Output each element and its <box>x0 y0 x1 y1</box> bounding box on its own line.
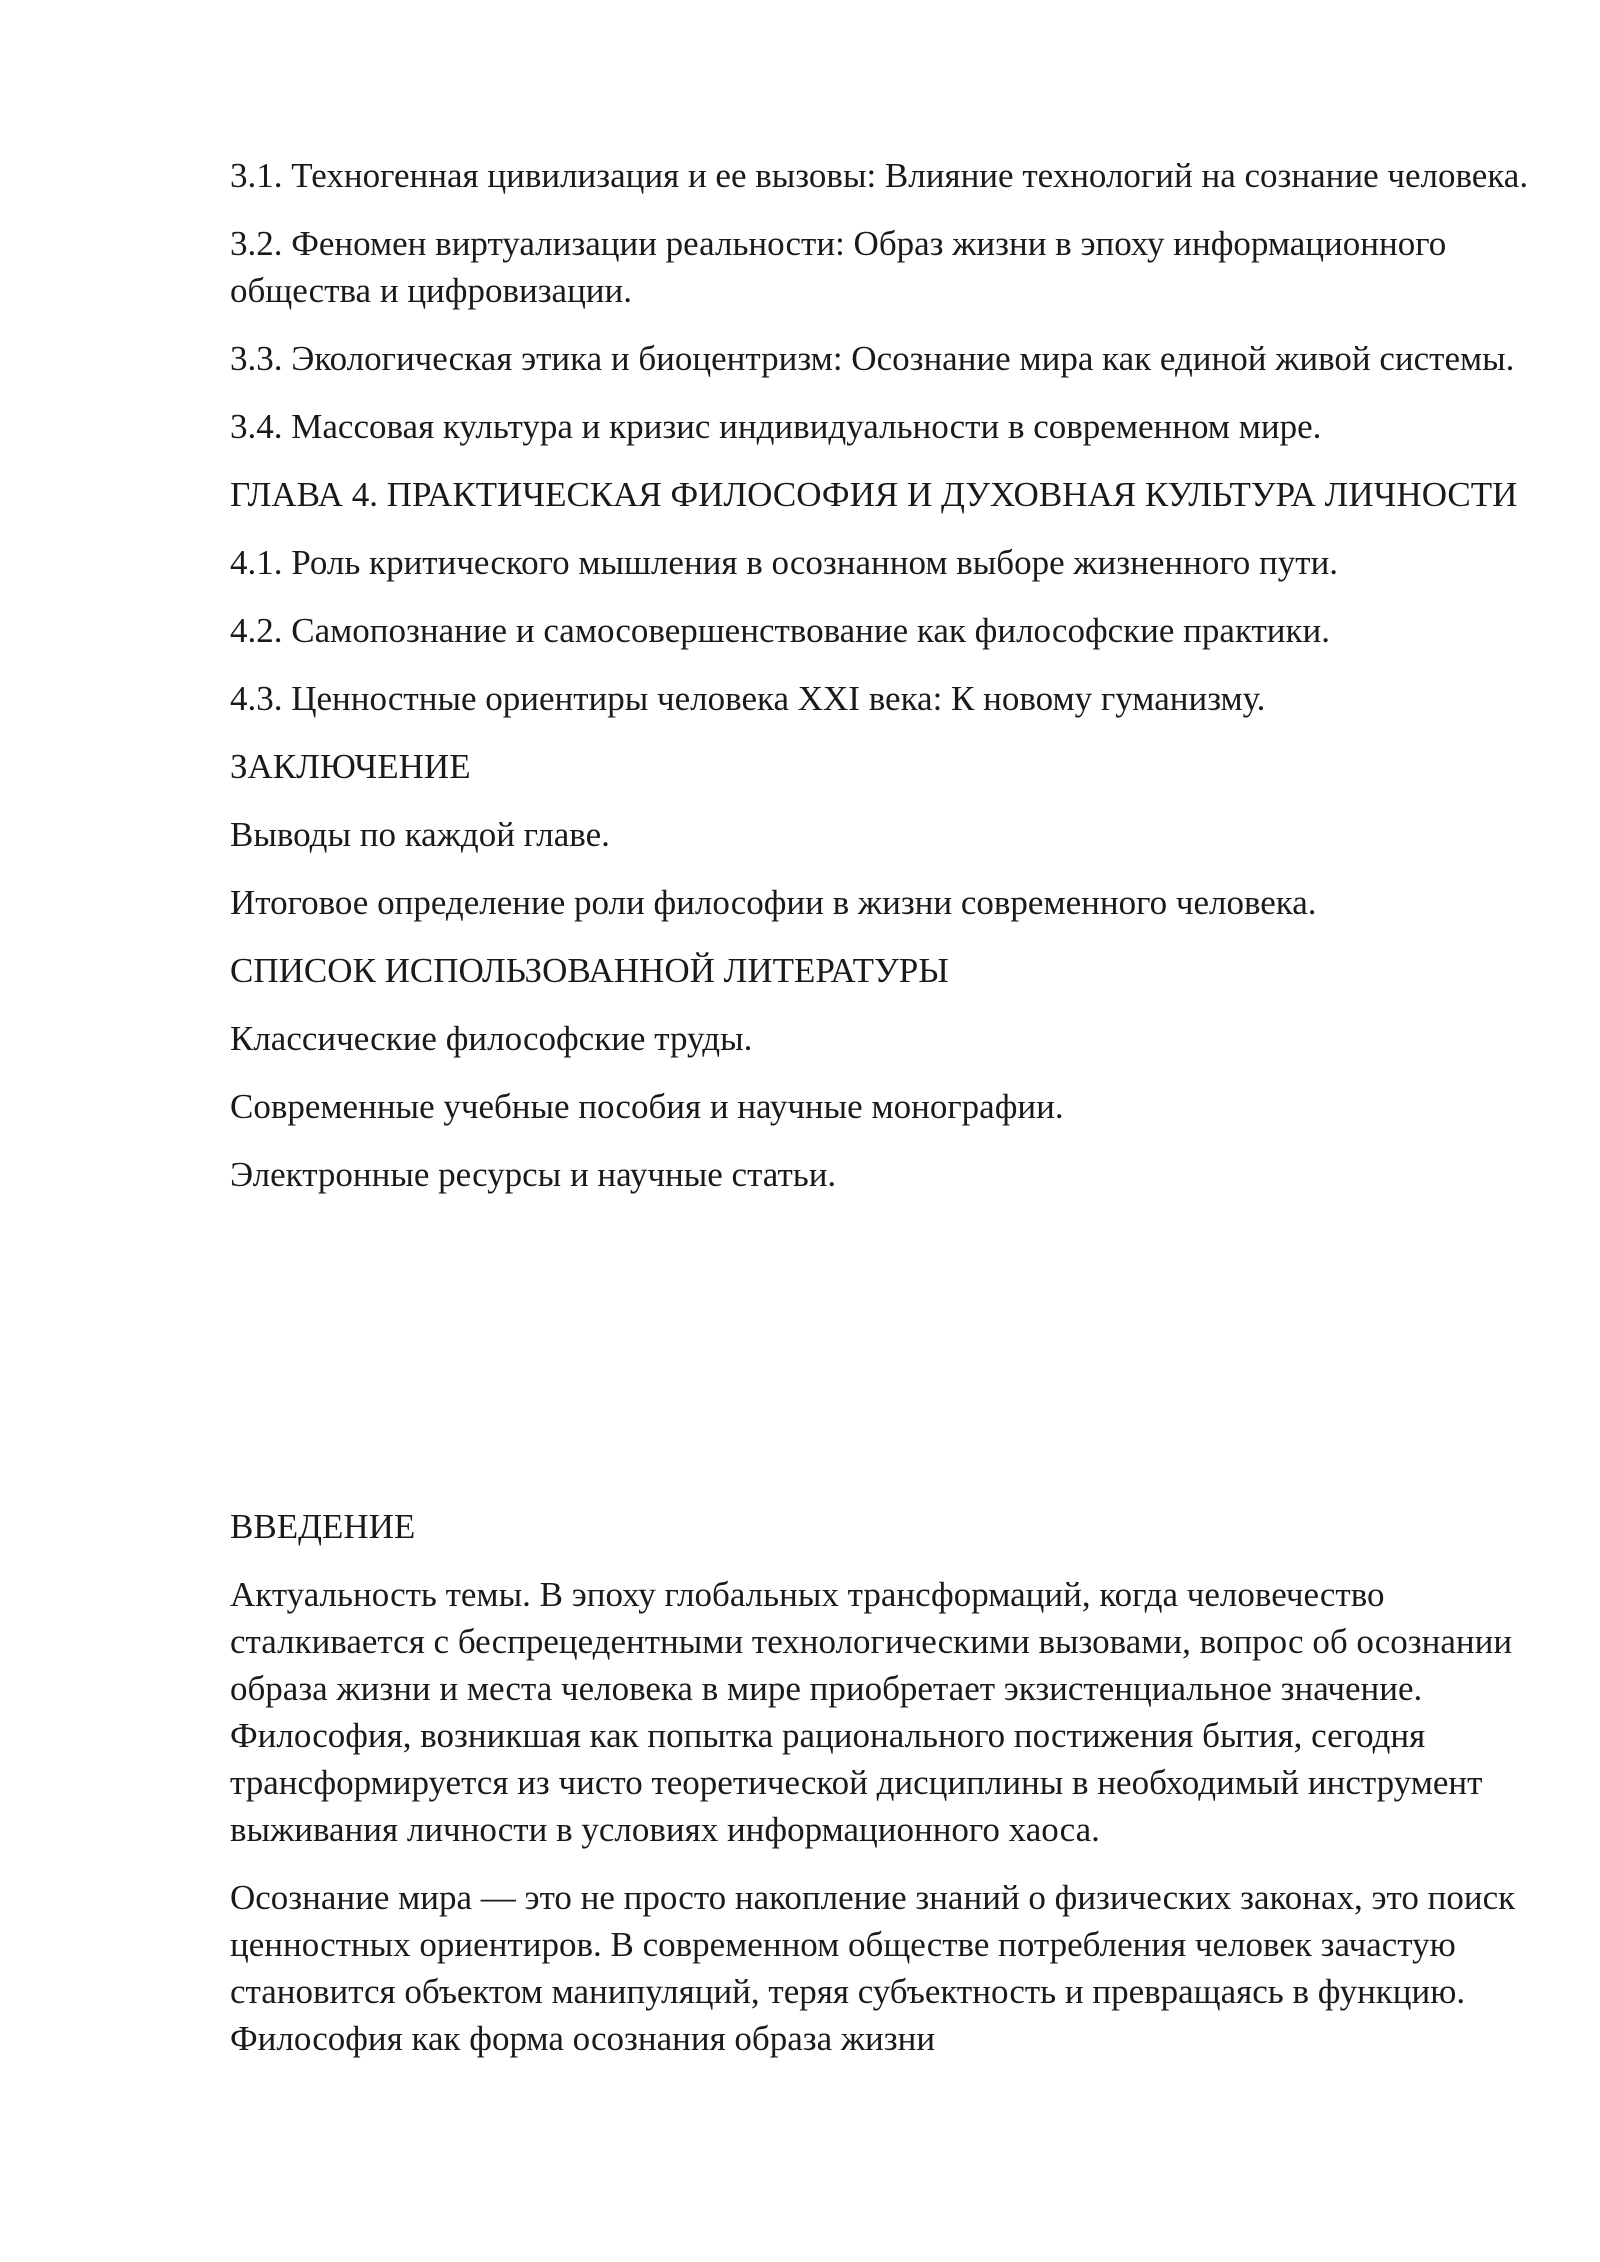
toc-item-3-2: 3.2. Феномен виртуализации реальности: Образ жизни в эпоху информационного общества и цифровизации. <box>230 224 1447 310</box>
toc-references-item-1: Классические философские труды. <box>230 1019 753 1058</box>
introduction-heading: ВВЕДЕНИЕ <box>230 1507 416 1546</box>
toc-conclusion-heading: ЗАКЛЮЧЕНИЕ <box>230 747 471 786</box>
toc-item-4-3: 4.3. Ценностные ориентиры человека XXI века: К новому гуманизму. <box>230 679 1266 718</box>
introduction-paragraph-2: Осознание мира — это не просто накопление знаний о физических законах, это поиск ценностных ориентиров. В современном обществе потребления человек зачастую становится объектом манипуляций, теряя субъектность и превращаясь в функцию. Философия как форма осознания образа жизни <box>230 1878 1516 2058</box>
toc-item-4-2: 4.2. Самопознание и самосовершенствование как философские практики. <box>230 611 1331 650</box>
introduction-section <box>230 1503 1530 2083</box>
toc-references-heading: СПИСОК ИСПОЛЬЗОВАННОЙ ЛИТЕРАТУРЫ <box>230 951 949 990</box>
toc-item-4-1: 4.1. Роль критического мышления в осознанном выборе жизненного пути. <box>230 543 1339 582</box>
introduction-paragraph-1: Актуальность темы. В эпоху глобальных трансформаций, когда человечество сталкивается с беспрецедентными технологическими вызовами, вопрос об осознании образа жизни и места человека в мире приобретает экзистенциальное значение. Философия, возникшая как попытка рационального постижения бытия, сегодня трансформируется из чисто теоретической дисциплины в необходимый инструмент выживания личности в условиях информационного хаоса. <box>230 1575 1513 1849</box>
toc-references-item-3: Электронные ресурсы и научные статьи. <box>230 1155 837 1194</box>
toc-chapter-4-heading: ГЛАВА 4. ПРАКТИЧЕСКАЯ ФИЛОСОФИЯ И ДУХОВНАЯ КУЛЬТУРА ЛИЧНОСТИ <box>230 475 1518 514</box>
toc-conclusion-item-1: Выводы по каждой главе. <box>230 815 610 854</box>
toc-item-3-4: 3.4. Массовая культура и кризис индивидуальности в современном мире. <box>230 407 1322 446</box>
table-of-contents <box>230 152 1530 1219</box>
toc-conclusion-item-2: Итоговое определение роли философии в жизни современного человека. <box>230 883 1317 922</box>
toc-references-item-2: Современные учебные пособия и научные монографии. <box>230 1087 1064 1126</box>
toc-item-3-3: 3.3. Экологическая этика и биоцентризм: Осознание мира как единой живой системы. <box>230 339 1515 378</box>
toc-item-3-1: 3.1. Техногенная цивилизация и ее вызовы: Влияние технологий на сознание человека. <box>230 156 1529 195</box>
